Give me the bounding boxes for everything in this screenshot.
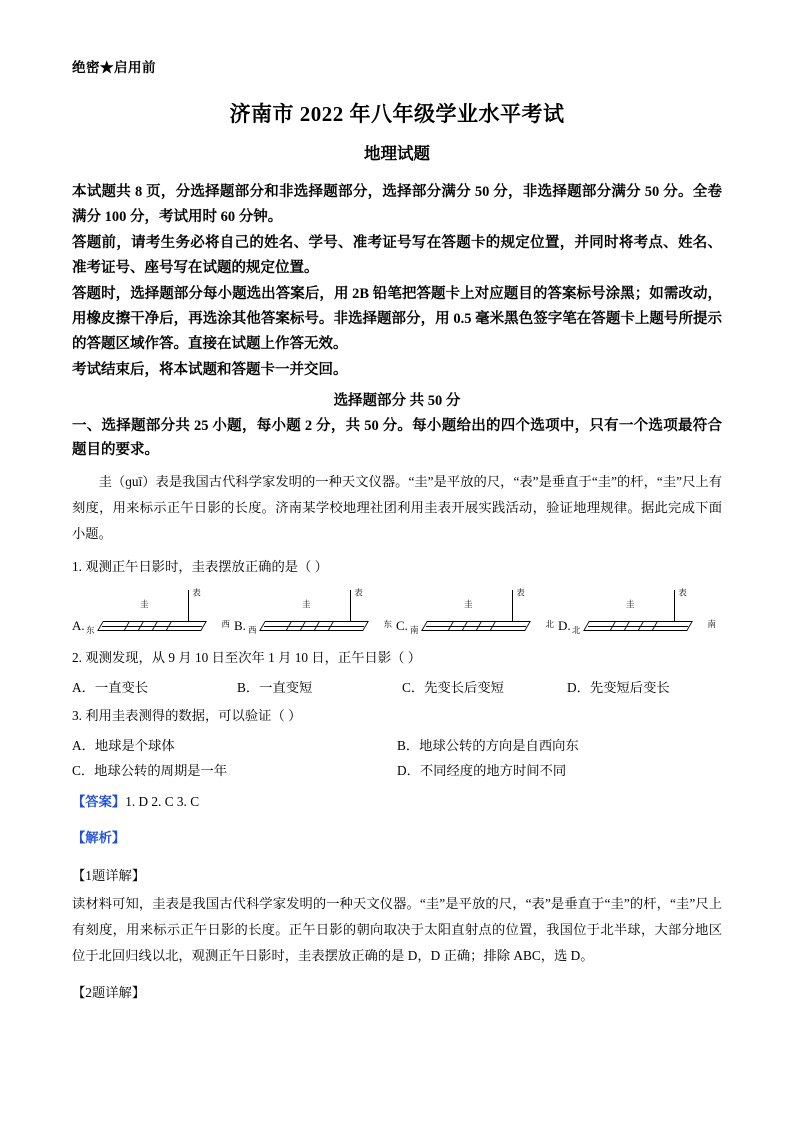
option-3-a[interactable]: A．地球是个球体 [72, 737, 175, 753]
figure-label-c: C. [396, 618, 408, 634]
figure-label-a: A. [72, 618, 85, 634]
question-3-options-row1 [72, 735, 722, 754]
instruction-1: 本试题共 8 页，分选择题部分和非选择题部分，选择部分满分 50 分，非选择题部分满分 50 分。全卷满分 100 分，考试用时 60 分钟。 [72, 184, 722, 225]
answer-tag: 【答案】 [72, 793, 126, 809]
direction-left-b: 西 [248, 625, 257, 636]
option-2-b[interactable]: B．一直变短 [237, 679, 313, 695]
section-title: 选择题部分 共 50 分 [333, 392, 461, 409]
direction-left-d: 北 [572, 625, 581, 636]
option-2-c[interactable]: C．先变长后变短 [402, 679, 504, 695]
option-3-c[interactable]: C．地球公转的周期是一年 [72, 762, 228, 778]
question-2-options [72, 677, 722, 696]
biao-char-d: 表 [677, 588, 688, 597]
direction-right-a: 西 [221, 619, 230, 630]
analysis-row [72, 825, 722, 851]
section-description: 一、选择题部分共 25 小题，每小题 2 分，共 50 分。每小题给出的四个选项中，只有一个选项最符合题目的要求。 [72, 417, 722, 459]
option-2-d[interactable]: D．先变短后变长 [567, 679, 670, 695]
option-3-d[interactable]: D．不同经度的地方时间不同 [397, 762, 567, 778]
figure-option-c[interactable] [396, 588, 558, 638]
passage-text: 圭（ɡuī）表是我国古代科学家发明的一种天文仪器。“圭”是平放的尺，“表”是垂直于“圭”的杆，“圭”尺上有刻度，用来标示正午日影的长度。济南某学校地理社团利用圭表开展实践活动，验证地理规律。据此完成下面小题。 [72, 474, 722, 542]
gui-char-c: 圭 [464, 599, 473, 610]
subject-title: 地理试题 [364, 144, 430, 163]
figure-label-d: D. [558, 618, 571, 634]
direction-right-b: 东 [383, 619, 392, 630]
question-1-stem: 1. 观测正午日影时，圭表摆放正确的是（ ） [72, 559, 328, 575]
analysis-2-head: 【2题详解】 [72, 985, 146, 1001]
sundial-diagram-d [574, 588, 714, 638]
direction-left-c: 南 [410, 625, 419, 636]
question-1-figures [72, 588, 722, 638]
question-3-stem: 3. 利用圭表测得的数据，可以验证（ ） [72, 707, 302, 723]
direction-left-a: 东 [86, 625, 95, 636]
analysis-1-head: 【1题详解】 [72, 867, 146, 883]
figure-label-b: B. [234, 618, 246, 634]
instruction-3: 答题时，选择题部分每小题选出答案后，用 2B 铅笔把答题卡上对应题目的答案标号涂黑；如需改动，用橡皮擦干净后，再选涂其他答案标号。非选择题部分，用 0.5 毫米黑色签字笔在答题卡上题号所提示的答题区域作答。直接在试题上作答无效。 [72, 285, 722, 352]
answer-items: 1. D 2. C 3. C [125, 793, 200, 809]
sundial-diagram-b [250, 588, 390, 638]
secret-label: 绝密★启用前 [72, 60, 156, 75]
direction-right-c: 北 [545, 619, 554, 630]
page-content [72, 56, 722, 1008]
question-3-options-row2 [72, 760, 722, 779]
biao-char-c: 表 [515, 588, 526, 597]
sundial-diagram-c [412, 588, 552, 638]
instruction-2: 答题前，请考生务必将自己的姓名、学号、准考证号写在答题卡的规定位置，并同时将考点、姓名、准考证号、座号写在试题的规定位置。 [72, 234, 722, 276]
option-3-b[interactable]: B．地球公转的方向是自西向东 [397, 737, 579, 753]
analysis-tag: 【解析】 [72, 829, 126, 845]
direction-right-d: 南 [707, 619, 716, 630]
gui-char-a: 圭 [140, 599, 149, 610]
page-title: 济南市 2022 年八年级学业水平考试 [229, 102, 565, 126]
analysis-1-body: 读材料可知，圭表是我国古代科学家发明的一种天文仪器。“圭”是平放的尺，“表”是垂直于“圭”的杆，“圭”尺上有刻度，用来标示正午日影的长度。正午日影的朝向取决于太阳直射点的位置，我国位于北半球，大部分地区位于北回归线以北，观测正午日影时，圭表摆放正确的是 D，D 正确；排除 ABC，选 D。 [72, 895, 722, 963]
figure-option-d[interactable] [558, 588, 720, 638]
biao-char-b: 表 [353, 588, 364, 597]
figure-option-a[interactable] [72, 588, 234, 638]
gui-char-d: 圭 [626, 599, 635, 610]
question-2-stem: 2. 观测发现，从 9 月 10 日至次年 1 月 10 日，正午日影（ ） [72, 650, 422, 666]
answer-row [72, 789, 722, 815]
figure-option-b[interactable] [234, 588, 396, 638]
biao-char-a: 表 [191, 588, 202, 597]
sundial-diagram-a [88, 588, 228, 638]
gui-char-b: 圭 [302, 599, 311, 610]
instruction-4: 考试结束后，将本试题和答题卡一并交回。 [72, 361, 348, 378]
option-2-a[interactable]: A．一直变长 [72, 679, 149, 695]
